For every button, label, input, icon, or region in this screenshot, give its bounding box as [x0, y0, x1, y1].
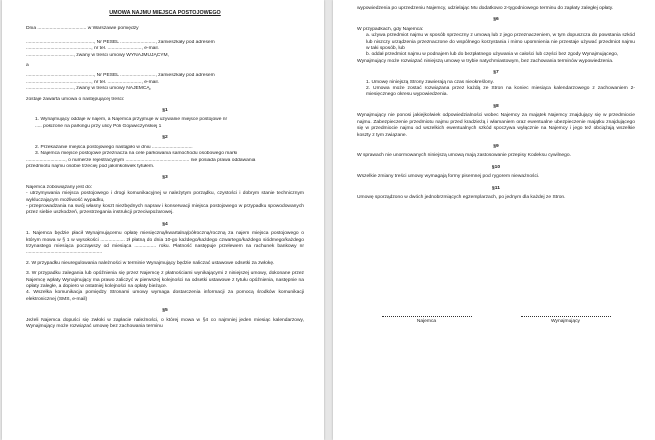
signature-label-landlord: Wynajmujący [550, 319, 581, 324]
section-3-item-b: - przeprowadzania na swój własny koszt niezbędnych napraw i konserwacji miejsca postojowego w przypadku spowodowanych przez siebie uszkodzeń, przestrzegania instrukcji przeciwpożarowej. [26, 203, 304, 216]
section-4-point-4: 4. Wszelka komunikacja pomiędzy Stronami umowy wymaga dostarczenia informacji za pomocą środków komunikacji elektronicznej (SMS, e-mail) [26, 290, 304, 302]
section-11-text: Umowę sporządzono w dwóch jednobrzmiących egzemplarzach, po jednym dla każdej ze Stron. [357, 194, 566, 200]
party1-line1: .................................................., Nr PESEL .........................., zamieszkały pod adresem [26, 39, 215, 45]
section-2-point-3-end: przedmiotu najmu osobie trzeciej pod jakimkolwiek tytułem. [26, 163, 155, 169]
signature-landlord [521, 316, 611, 324]
section-6-item-a: a. używa przedmiot najmu w sposób sprzeczny z umową lub z jego przeznaczeniem, w tym dopuszcza do powstania szkód lub niszczy urządzenia przeznaczone do wspólnego korzystania i mimo upomnienia nie przestaje używać przedmiot najmu w taki sposób, lub [366, 33, 635, 52]
section-8-heading: §8 [493, 103, 499, 109]
party2-line2: ................................................, nr tel. ........................., e-mail. [26, 79, 159, 85]
section-9-text: W sprawach nie unormowanych niniejszą umową mają zastosowanie przepisy Kodeksu cywilnego. [357, 153, 571, 159]
party2-line1: .................................................., Nr PESEL .........................., zamieszkały pod adresem [26, 73, 215, 79]
party2-line3: ..................................., zwany w treści umowy NAJEMCĄ, [26, 86, 152, 92]
section-2-point-3: 3. Najemca miejsce postojowe przeznacza na cele parkowania samochodu osobowego marki [35, 151, 238, 157]
section-2-heading: §2 [162, 135, 168, 141]
page-1 [2, 0, 324, 440]
section-5-continuation: wypowiedzenia po uprzedzeniu Najemcy, udzielając Mu dodatkowo 2-tygodniowego terminu do zapłaty zaległej opłaty. [357, 6, 614, 11]
section-1-point-1: 1. Wynajmujący oddaje w najem, a Najemca przyjmuje w używanie miejsce postojowe nr [35, 117, 228, 123]
contract-intro: zostaje zawarta umowa o następującej treści: [26, 96, 125, 102]
section-3-intro: Najemca zobowiązany jest do: [26, 184, 93, 190]
section-3-heading: §3 [162, 175, 168, 181]
section-11-heading: §11 [492, 185, 500, 191]
signature-line-tenant [382, 316, 472, 317]
section-6-item-b: b. oddał przedmiot najmu w podnajem lub do bezpłatnego używania w całości lub części bez zgody Wynajmującego, [366, 52, 619, 58]
signature-label-tenant: Najemca [416, 319, 437, 324]
signature-tenant [382, 316, 472, 324]
section-4-heading: §4 [162, 221, 168, 227]
page-2-content [357, 6, 635, 201]
party1-line2: ................................................, nr tel. ........................., e-mail. [26, 46, 159, 52]
section-7-heading: §7 [493, 70, 499, 76]
section-5-text: Jeżeli Najemca dopuści się zwłoki w zapłacie należności, o której mowa w §4 co najmniej jeden miesiąc kalendarzowy, Wynajmujący może rozwiązać umowę bez zachowania terminu [26, 317, 304, 330]
section-2-point-3-cont: ............................., o numerze rejestracyjnym ............................................... nie posiada prawa oddawania [26, 157, 256, 163]
section-7-point-1: 1. Umowę niniejszą Strony zawierają na czas nieokreślony. [366, 79, 494, 85]
section-1-point-1-cont: ..... położone na parkingu przy ulicy Poli Gojawiczyńskiej 1 [35, 123, 162, 129]
section-4-point-1: 1. Najemca będzie płacił Wynajmującemu opłatę miesięczną/kwartalną/półroczną/roczną za najem miejsca postojowego o którym mowa w § 1 w wysokości .................. zł płatną do dnia 10-go każdego/każdego czwartego/każdego siódmego/każdego trzynastego miesiąca począwszy od miesiąca ................ roku. Płatność następuje przelewem na rachunek bankowy nr ........................................................ [26, 231, 304, 256]
section-6-conclusion: Wynajmujący może rozwiązać niniejszą umowę w trybie natychmiastowym, bez zachowania terminów wypowiedzenia. [357, 58, 614, 64]
section-10-heading: §10 [491, 164, 501, 170]
section-5-heading: §5 [162, 308, 168, 314]
signature-line-landlord [521, 316, 611, 317]
page-1-content [26, 10, 304, 330]
section-6-intro: W przypadkach, gdy Najemca: [357, 26, 424, 32]
section-9-heading: §9 [493, 143, 499, 149]
section-4-point-2: 2. W przypadku nieuregulowania należności w terminie Wynajmujący będzie naliczać ustawowe odsetki za zwłokę. [26, 260, 275, 266]
page-2 [333, 0, 655, 440]
date-line: Dnia .................................... w Warszawie pomiędzy [26, 26, 139, 32]
party1-line3: ..................................., zwany w treści umowy WYNAJMUJĄCYM, [26, 52, 169, 58]
section-1-heading: §1 [162, 108, 168, 114]
section-6-heading: §6 [493, 17, 499, 23]
section-7-point-2: 2. Umowa może zostać rozwiązana przez każdą ze Stron na koniec miesiąca kalendarzowego z zachowaniem 2-miesięcznego okresu wypowiedzenia. [366, 86, 635, 98]
conjunction-a: a [26, 63, 29, 69]
signature-row [357, 316, 635, 324]
document-title: UMOWA NAJMU MIEJSCA POSTOJOWEGO [109, 10, 221, 16]
section-2-point-2: 2. Przekazanie miejsca postojowego nastąpiło w dniu .............................. [35, 144, 193, 150]
section-8-text: Wynajmujący nie ponosi jakiejkolwiek odpowiedzialności wobec Najemcy za majątek Najemcy znajdujący się w przedmiocie najmu. Zabezpieczenie przedmiotu najmu przed kradzieżą i włamaniem oraz ewentualne ubezpieczenie majątku znajdującego się w przedmiocie najmu od wszelkich ewentualnych szkód spoczywa wyłącznie na Najemcy i jego też obciążają wszelkie koszty z tym związane. [357, 113, 635, 138]
section-10-text: Wszelkie zmiany treści umowy wymagają formy pisemnej pod rygorem nieważności. [357, 174, 540, 180]
section-4-point-3: 3. W przypadku zalegania lub opóźnienia się przez Najemcę z płatnościami wynikającymi z niniejszej umowy, dokonane przez Najemcę wpłaty Wynajmujący ma prawo zaliczyć w pierwszej kolejności na odsetki ustawowe z tytułu opóźnienia, następnie na opłaty zaległe, a dopiero w ostatniej kolejności na opłaty bieżące. [26, 271, 304, 289]
section-3-item-a: - utrzymywania miejsca postojowego i drogi komunikacyjnej w należytym porządku, czystości i dobrym stanie technicznym wykluczającym możliwość wypadku, [26, 191, 304, 203]
